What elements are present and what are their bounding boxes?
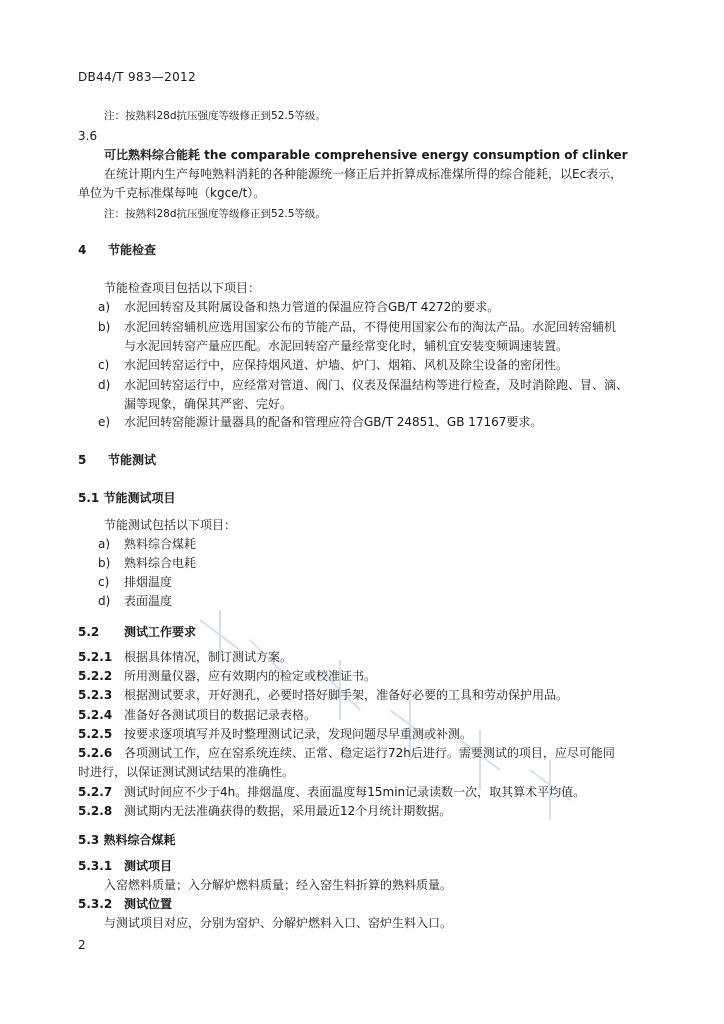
list-item — [98, 554, 668, 573]
section-4-heading — [78, 241, 648, 260]
definition-line-1: 在统计期内生产每吨熟料消耗的各种能源统一修正后并折算成标准煤所得的综合能耗，以Ec表示， — [104, 167, 623, 181]
clause-5-3-2-text: 与测试项目对应，分别为窑炉、分解炉燃料入口、窑炉生料入口。 — [104, 916, 453, 930]
clause-5-2-6-continuation: 时进行，以保证测试测试结果的准确性。 — [78, 765, 295, 779]
list-marker: c) — [98, 575, 110, 589]
clause-5-2-4 — [78, 706, 648, 725]
clause-5-2-1 — [78, 648, 648, 667]
clause-number: 5.3.1 — [78, 859, 113, 873]
clause-number: 5.2.5 — [78, 727, 113, 741]
clause-text: 根据具体情况，制订测试方案。 — [124, 650, 293, 664]
clause-5-2-8 — [78, 802, 648, 821]
standard-code-header: DB44/T 983—2012 — [78, 70, 196, 84]
note-clinker-strength: 注：按熟料28d抗压强度等级修正到52.5等级。 — [104, 110, 326, 122]
clause-number: 5.3.2 — [78, 897, 113, 911]
list-item — [98, 592, 668, 611]
clause-number: 5.2.2 — [78, 669, 113, 683]
clause-title: 节能测试项目 — [103, 491, 176, 505]
list-item-continuation: 漏等现象，确保其严密、完好。 — [124, 397, 293, 411]
list-marker: a) — [98, 300, 111, 314]
list-marker: a) — [98, 537, 111, 551]
section-5-heading — [78, 451, 648, 470]
section-title: 节能测试 — [108, 453, 157, 467]
clause-text: 测试期内无法准确获得的数据，采用最近12个月统计期数据。 — [124, 804, 452, 818]
clause-title: 熟料综合煤耗 — [103, 833, 176, 847]
list-marker: b) — [98, 320, 111, 334]
clause-text: 所用测量仪器，应有效期内的检定或校准证书。 — [124, 669, 377, 683]
definition-line-2: 单位为千克标准煤每吨（kgce/t）。 — [78, 186, 266, 200]
list-item — [98, 413, 668, 432]
page-number: 2 — [78, 938, 86, 952]
list-item-continuation: 与水泥回转窑产量应匹配。水泥回转窑产量经常变化时，辅机宜安装变频调速装置。 — [124, 339, 569, 353]
clause-5-3-heading — [78, 831, 648, 850]
clause-number: 5.2.6 — [78, 746, 113, 760]
list-marker: d) — [98, 594, 111, 608]
clause-number: 5.2.3 — [78, 688, 113, 702]
section-number: 5 — [78, 453, 87, 467]
clause-number: 5.2.8 — [78, 804, 113, 818]
clause-5-2-3 — [78, 686, 648, 705]
clause-title: 测试工作要求 — [124, 625, 197, 639]
section-4-intro: 节能检查项目包括以下项目： — [104, 281, 261, 295]
list-item — [98, 376, 668, 395]
term-comparable-clinker-energy: 可比熟料综合能耗 the comparable comprehensive energy consumption of clinker — [104, 148, 628, 162]
note-clinker-strength-2: 注：按熟料28d抗压强度等级修正到52.5等级。 — [104, 208, 326, 220]
list-item-text: 水泥回转窑能源计量器具的配备和管理应符合GB/T 24851、GB 17167要求。 — [124, 415, 543, 429]
list-item-text: 熟料综合煤耗 — [124, 537, 197, 551]
clause-text: 根据测试要求，开好测孔，必要时搭好脚手架，准备好必要的工具和劳动保护用品。 — [124, 688, 569, 702]
list-item-text: 水泥回转窑运行中，应经常对管道、阀门、仪表及保温结构等进行检查，及时消除跑、冒、滴、 — [124, 378, 629, 392]
clause-5-2-6 — [78, 744, 648, 763]
clause-5-1-heading — [78, 489, 648, 508]
clause-number: 5.3 — [78, 833, 100, 847]
clause-text: 各项测试工作，应在窑系统连续、正常、稳定运行72h后进行。需要测试的项目，应尽可能同 — [124, 746, 615, 760]
list-item — [98, 573, 668, 592]
clause-number: 5.1 — [78, 491, 100, 505]
list-marker: b) — [98, 556, 111, 570]
clause-5-2-2 — [78, 667, 648, 686]
clause-5-3-1-heading — [78, 857, 648, 876]
list-item-text: 水泥回转窑及其附属设备和热力管道的保温应符合GB/T 4272的要求。 — [124, 300, 500, 314]
clause-text: 按要求逐项填写并及时整理测试记录，发现问题尽早重测或补测。 — [124, 727, 473, 741]
clause-number: 5.2.7 — [78, 785, 113, 799]
list-marker: e) — [98, 415, 111, 429]
clause-title: 测试项目 — [124, 859, 173, 873]
clause-text: 准备好各测试项目的数据记录表格。 — [124, 708, 317, 722]
clause-5-3-1-text: 入窑燃料质量；入分解炉燃料质量；经入窑生料折算的熟料质量。 — [104, 878, 453, 892]
section-number: 4 — [78, 243, 87, 257]
clause-3-6-number: 3.6 — [78, 129, 98, 143]
clause-text: 测试时间应不少于4h。排烟温度、表面温度每15min记录读数一次，取其算术平均值。 — [124, 785, 586, 799]
list-marker: c) — [98, 358, 110, 372]
list-item-text: 熟料综合电耗 — [124, 556, 197, 570]
clause-number: 5.2.4 — [78, 708, 113, 722]
clause-5-2-heading — [78, 623, 648, 642]
clause-number: 5.2 — [78, 625, 100, 639]
list-item-text: 排烟温度 — [124, 575, 173, 589]
list-item-text: 表面温度 — [124, 594, 173, 608]
clause-5-2-7 — [78, 783, 648, 802]
clause-title: 测试位置 — [124, 897, 173, 911]
list-marker: d) — [98, 378, 111, 392]
clause-number: 5.2.1 — [78, 650, 113, 664]
list-item — [98, 356, 668, 375]
list-item — [98, 298, 668, 317]
clause-5-3-2-heading — [78, 895, 648, 914]
list-item-text: 水泥回转窑辅机应选用国家公布的节能产品，不得使用国家公布的淘汰产品。水泥回转窑辅机 — [124, 320, 617, 334]
clause-5-1-intro: 节能测试包括以下项目： — [104, 518, 237, 532]
list-item — [98, 535, 668, 554]
list-item-text: 水泥回转窑运行中，应保持烟风道、炉墙、炉门、烟箱、风机及除尘设备的密闭性。 — [124, 358, 569, 372]
list-item — [98, 318, 668, 337]
section-title: 节能检查 — [108, 243, 157, 257]
clause-5-2-5 — [78, 725, 648, 744]
